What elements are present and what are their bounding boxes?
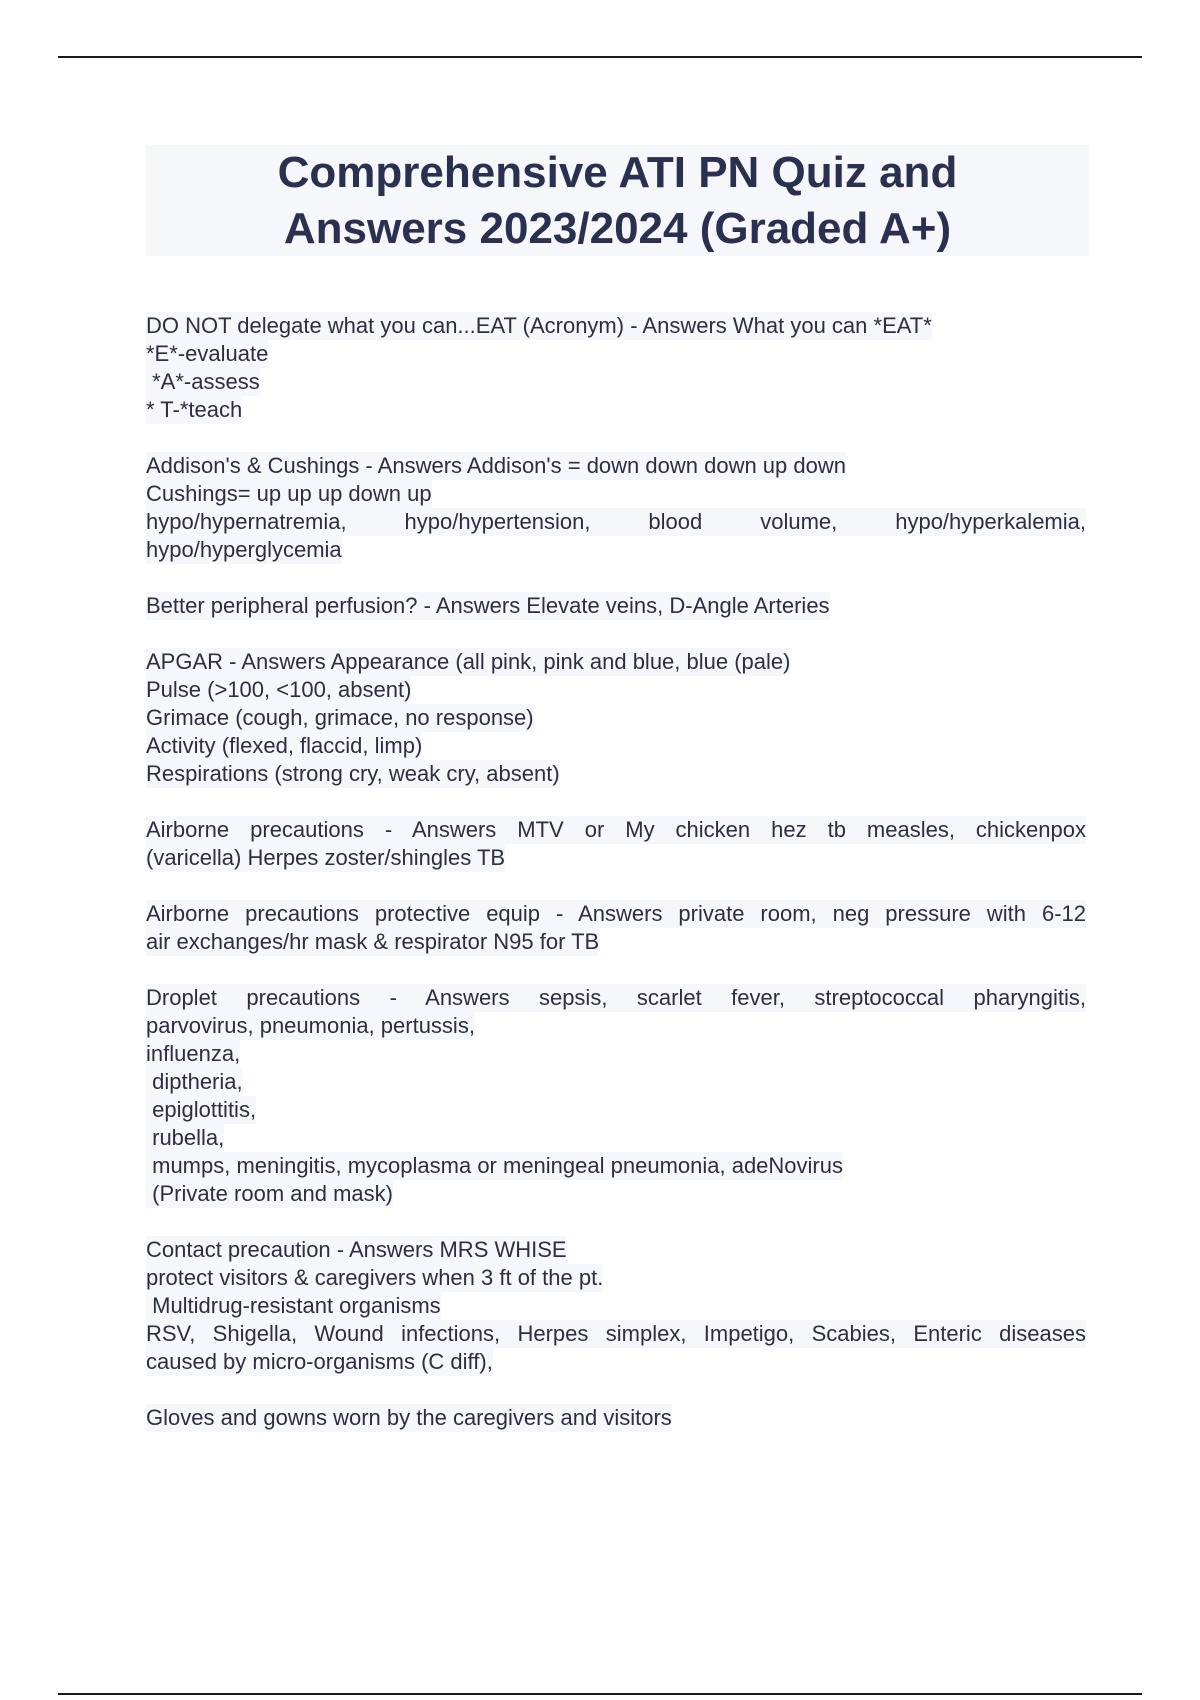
text-line: caused by micro-organisms (C diff), bbox=[146, 1349, 493, 1374]
top-rule bbox=[58, 56, 1142, 58]
title-line-1: Comprehensive ATI PN Quiz and bbox=[277, 147, 958, 197]
text-line: hypo/hyperglycemia bbox=[146, 537, 342, 562]
text-line: Pulse (>100, <100, absent) bbox=[146, 677, 412, 702]
text-line: Multidrug-resistant organisms bbox=[146, 1293, 441, 1318]
text-line: Contact precaution - Answers MRS WHISE bbox=[146, 1237, 567, 1262]
text-line: (varicella) Herpes zoster/shingles TB bbox=[146, 845, 506, 870]
qa-item-peripheral-perfusion bbox=[146, 592, 1086, 620]
text-line: mumps, meningitis, mycoplasma or meningeal pneumonia, adeNovirus bbox=[146, 1153, 843, 1178]
text-line: air exchanges/hr mask & respirator N95 for TB bbox=[146, 929, 600, 954]
qa-item-contact-precaution bbox=[146, 1236, 1086, 1376]
text-line: epiglottitis, bbox=[146, 1097, 257, 1122]
text-line: Airborne precautions protective equip - Answers private room, neg pressure with 6-12 bbox=[146, 901, 1086, 926]
qa-item-eat bbox=[146, 312, 1086, 424]
text-line: Activity (flexed, flaccid, limp) bbox=[146, 733, 423, 758]
document-title bbox=[278, 145, 958, 257]
qa-item-droplet-precautions bbox=[146, 984, 1086, 1208]
title-block bbox=[146, 145, 1089, 256]
text-line: *E*-evaluate bbox=[146, 341, 269, 366]
title-line-2: Answers 2023/2024 (Graded A+) bbox=[283, 203, 952, 253]
document-body bbox=[146, 312, 1086, 1460]
qa-item-addisons-cushings bbox=[146, 452, 1086, 564]
text-line: (Private room and mask) bbox=[146, 1181, 393, 1206]
qa-item-gloves-gowns bbox=[146, 1404, 1086, 1432]
qa-item-apgar bbox=[146, 648, 1086, 788]
text-line: APGAR - Answers Appearance (all pink, pink and blue, blue (pale) bbox=[146, 649, 791, 674]
text-line: hypo/hypernatremia, hypo/hypertension, blood volume, hypo/hyperkalemia, bbox=[146, 509, 1086, 534]
qa-item-airborne-precautions bbox=[146, 816, 1086, 872]
text-line: Grimace (cough, grimace, no response) bbox=[146, 705, 534, 730]
text-line: Airborne precautions - Answers MTV or My chicken hez tb measles, chickenpox bbox=[146, 817, 1086, 842]
bottom-rule bbox=[58, 1693, 1142, 1695]
text-line: Cushings= up up up down up bbox=[146, 481, 432, 506]
text-line: * T-*teach bbox=[146, 397, 243, 422]
text-line: *A*-assess bbox=[146, 369, 260, 394]
text-line: RSV, Shigella, Wound infections, Herpes simplex, Impetigo, Scabies, Enteric diseases bbox=[146, 1321, 1086, 1346]
text-line: Addison's & Cushings - Answers Addison's = down down down up down bbox=[146, 453, 846, 478]
text-line: DO NOT delegate what you can...EAT (Acronym) - Answers What you can *EAT* bbox=[146, 313, 932, 338]
text-line: Gloves and gowns worn by the caregivers and visitors bbox=[146, 1405, 672, 1430]
qa-item-airborne-equipment bbox=[146, 900, 1086, 956]
text-line: influenza, bbox=[146, 1041, 241, 1066]
text-line: Droplet precautions - Answers sepsis, scarlet fever, streptococcal pharyngitis, bbox=[146, 985, 1086, 1010]
text-line: diptheria, bbox=[146, 1069, 243, 1094]
text-line: protect visitors & caregivers when 3 ft of the pt. bbox=[146, 1265, 604, 1290]
text-line: Respirations (strong cry, weak cry, absent) bbox=[146, 761, 560, 786]
text-line: parvovirus, pneumonia, pertussis, bbox=[146, 1013, 475, 1038]
text-line: rubella, bbox=[146, 1125, 225, 1150]
text-line: Better peripheral perfusion? - Answers Elevate veins, D-Angle Arteries bbox=[146, 593, 830, 618]
